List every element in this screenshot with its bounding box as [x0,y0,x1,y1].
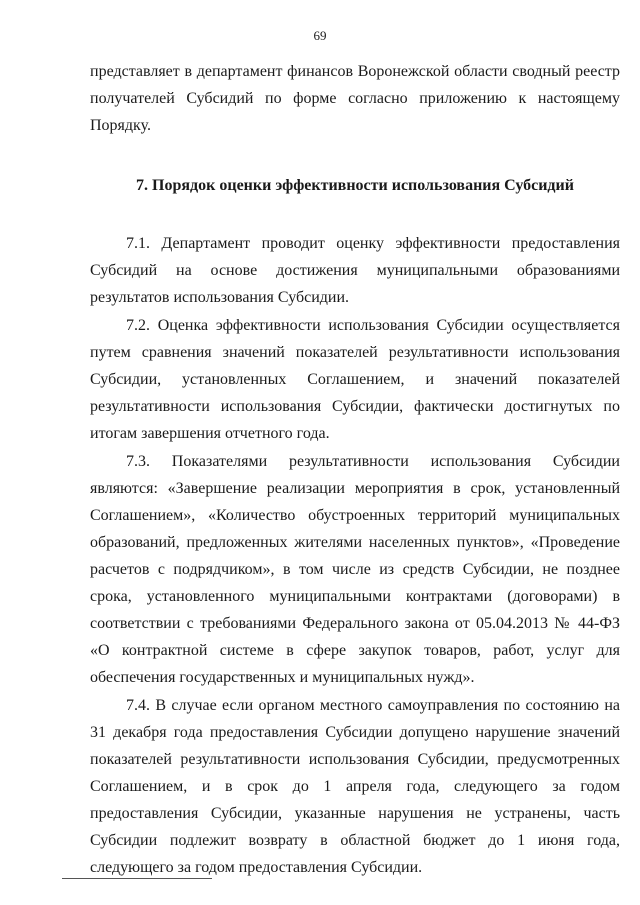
page-number: 69 [313,28,327,43]
section-heading: 7. Порядок оценки эффективности использования Субсидий [136,177,574,194]
paragraph-intro: представляет в департамент финансов Воронежской области сводный реестр получателей Субсидий по форме согласно приложению к настоящему Порядку. [90,63,620,134]
paragraph-7-3: 7.3. Показателями результативности использования Субсидии являются: «Завершение реализации мероприятия в срок, установленный Соглашением», «Количество обустроенных территорий муниципальных образований, предложенных жителями населенных пунктов», «Проведение расчетов с подрядчиком», в том числе из средств Субсидии, не позднее срока, установленного муниципальными контрактами (договорами) в соответствии с требованиями Федерального закона от 05.04.2013 № 44-ФЗ «О контрактной системе в сфере закупок товаров, работ, услуг для обеспечения государственных и муниципальных нужд». [90,453,620,686]
document-body [90,58,620,881]
paragraph-7-2: 7.2. Оценка эффективности использования Субсидии осуществляется путем сравнения значений показателей результативности использования Субсидии, установленных Соглашением, и значений показателей результативности использования Субсидии, фактически достигнутых по итогам завершения отчетного года. [90,317,620,442]
paragraph-7-1: 7.1. Департамент проводит оценку эффективности предоставления Субсидий на основе достижения муниципальными образованиями результатов использования Субсидии. [90,235,620,306]
footer-rule [62,878,212,879]
paragraph-7-4: 7.4. В случае если органом местного самоуправления по состоянию на 31 декабря года предоставления Субсидии допущено нарушение значений показателей результативности использования Субсидии, предусмотренных Соглашением, и в срок до 1 апреля года, следующего за годом предоставления Субсидии, указанные нарушения не устранены, часть Субсидии подлежит возврату в областной бюджет до 1 июня года, следующего за годом предоставления Субсидии. [90,697,620,876]
